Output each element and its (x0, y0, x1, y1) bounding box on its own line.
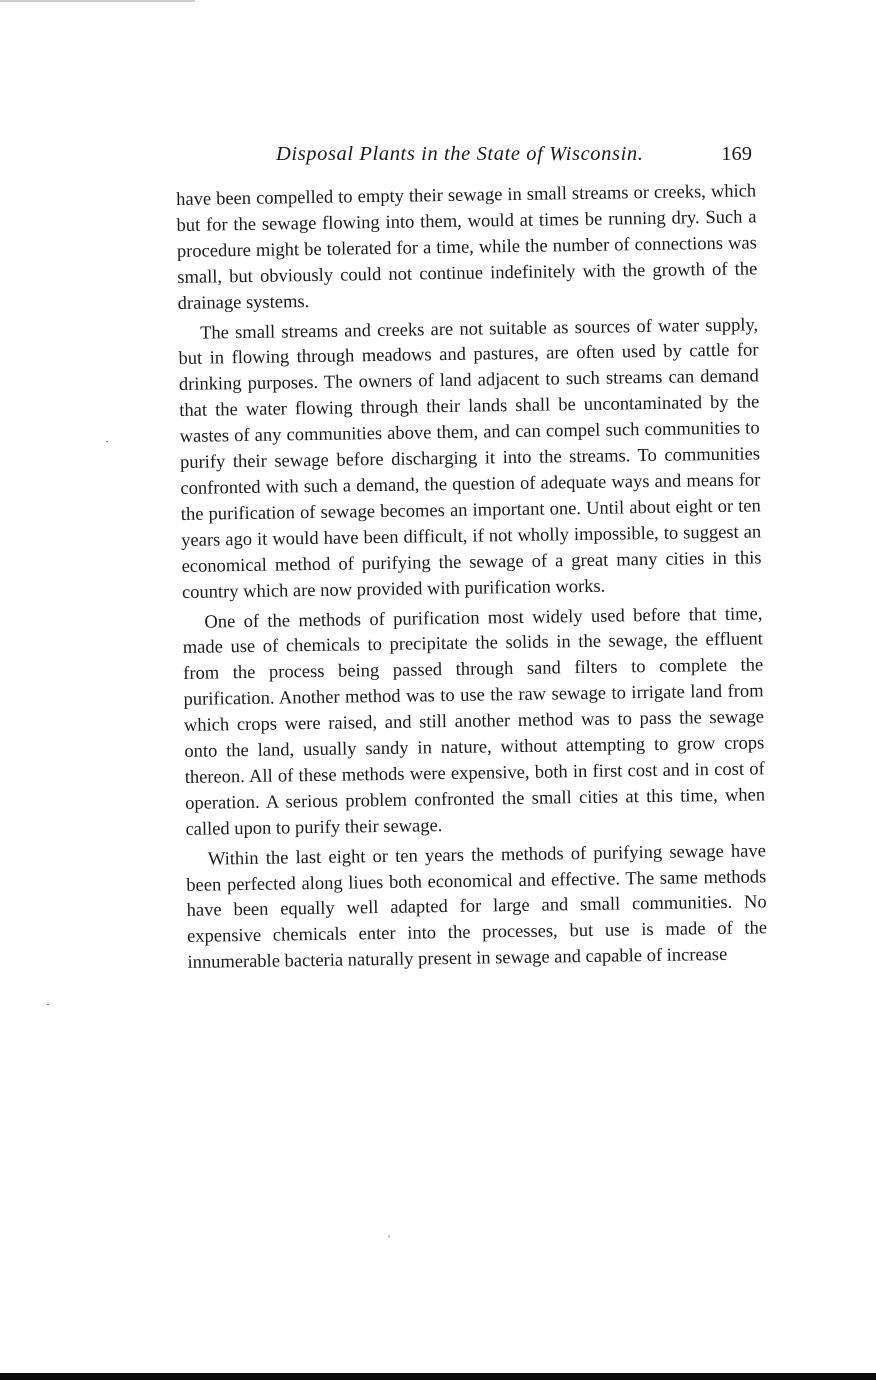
paragraph-streams: The small streams and creeks are not suitable as sources of water supply, but in flowing through meadows and pastures, are often used by cattle for drinking purposes. The owners of land adjacent to such streams can demand that the water flowing through their lands shall be uncontaminated by the wastes of any communities above them, and can compel such communities to purify their sewage before discharging it into the streams. To communities confronted with such a demand, the question of adequate ways and means for the purification of sewage becomes an important one. Until about eight or ten years ago it would have been difficult, if not wholly impossible, to suggest an economical method of purifying the sewage of a great many cities in this country which are now provided with purification works. (178, 314, 762, 603)
scan-edge-line (0, 0, 195, 2)
scan-speck (47, 1004, 49, 1005)
body-text (176, 179, 768, 981)
page-header (276, 143, 752, 173)
paragraph-continued: have been compelled to empty their sewage in small streams or creeks, which but for the sewage flowing into them, would at times be running dry. Such a procedure might be tolerated for a time, while the number of connections was small, but obviously could not continue indefinitely with the growth of the drainage systems. (176, 181, 758, 314)
running-title: Disposal Plants in the State of Wisconsin. (276, 143, 644, 165)
page-number: 169 (721, 143, 752, 165)
scan-bottom-edge (0, 1373, 876, 1380)
scan-speck (388, 1235, 390, 1237)
paragraph-methods: One of the methods of purification most widely used before that time, made use of chemicals to precipitate the solids in the sewage, the effluent from the process being passed through sand filters to complete the purification. Another method was to use the raw sewage to irrigate land from which crops were raised, and still another method was to pass the sewage onto the land, usually sandy in nature, without attempting to grow crops thereon. All of these methods were expensive, both in first cost and in cost of operation. A serious problem confronted the small cities at this time, when called upon to purify their sewage. (182, 603, 766, 840)
scan-speck (106, 441, 108, 442)
paragraph-bacteria: Within the last eight or ten years the methods of purifying sewage have been perfected along liues both economical and effective. The same methods have been equally well adapted for large and small communities. No expensive chemicals enter into the processes, but use is made of the innumerable bacteria naturally present in sewage and capable of increase (186, 840, 768, 974)
